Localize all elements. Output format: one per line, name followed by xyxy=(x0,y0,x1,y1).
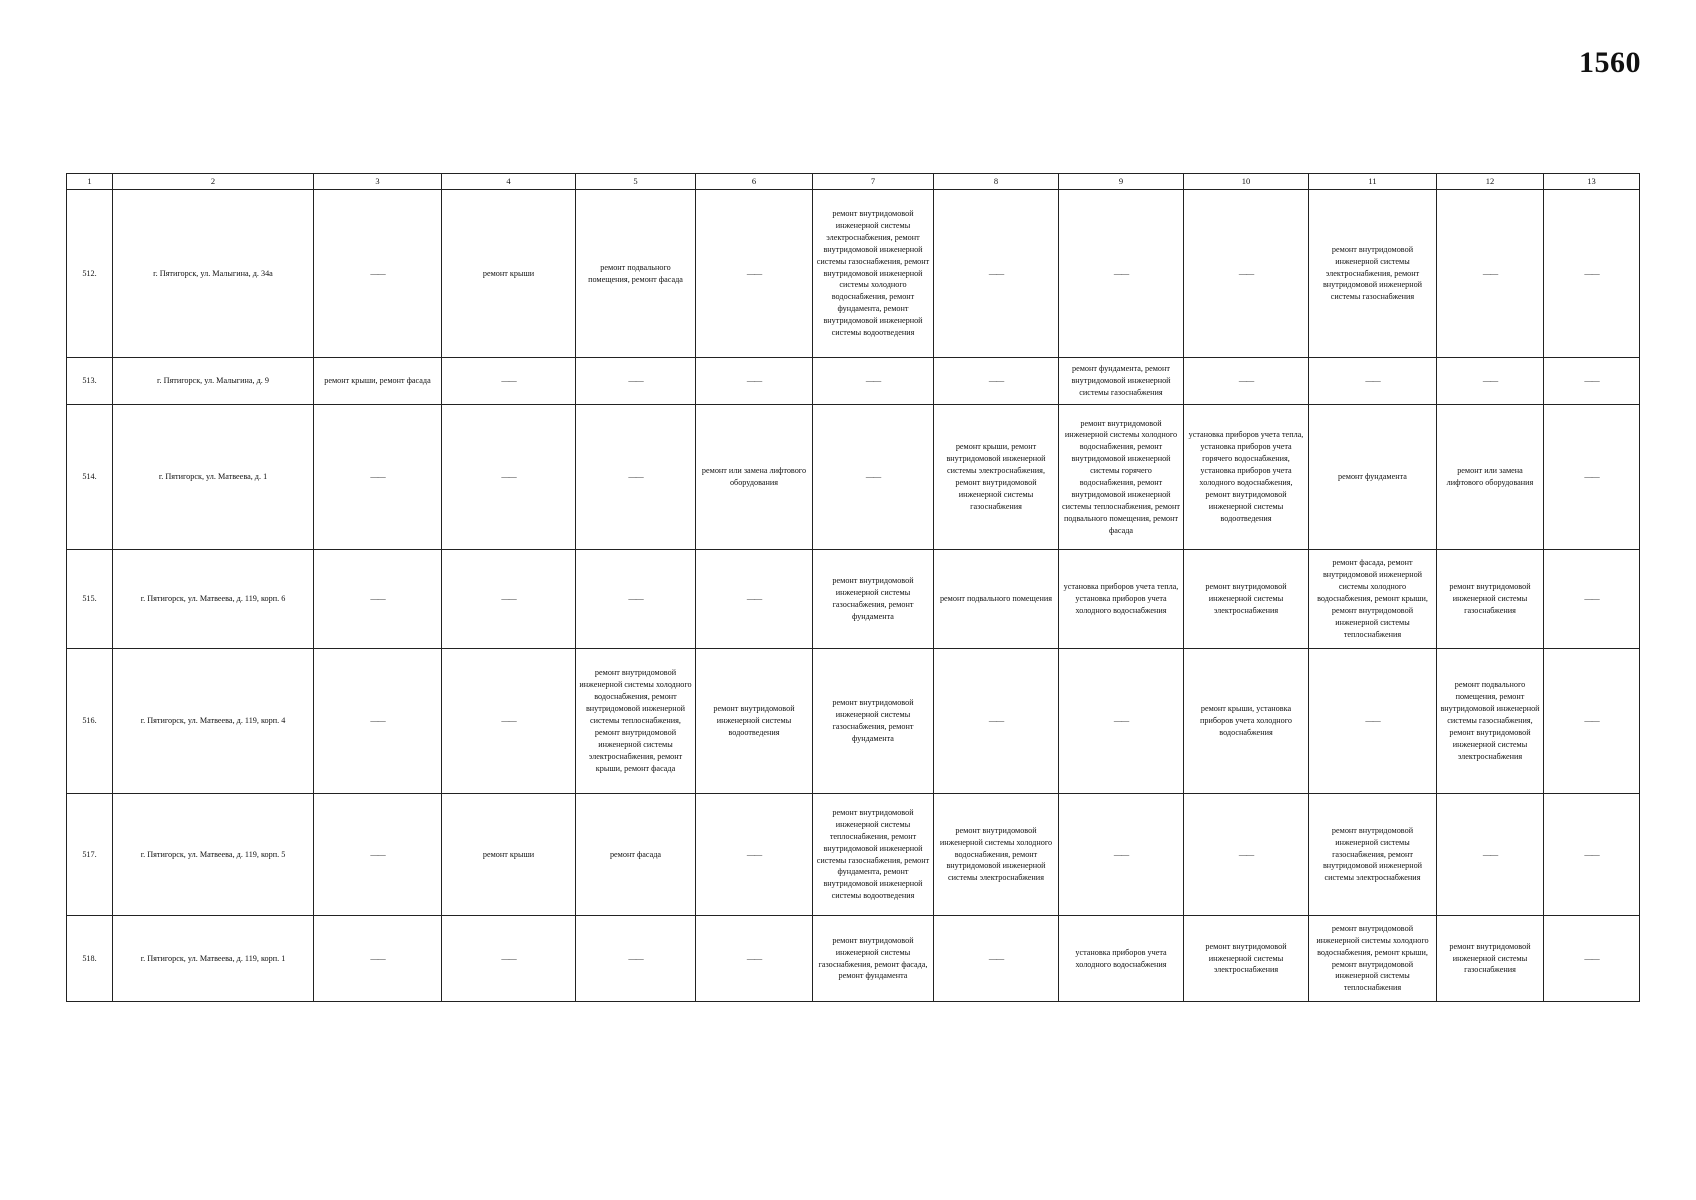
table-cell: ремонт внутридомовой инженерной системы водоотведения xyxy=(696,649,813,794)
table-cell: —— xyxy=(813,405,934,550)
table-cell: —— xyxy=(813,358,934,405)
table-cell: —— xyxy=(696,190,813,358)
table-row xyxy=(67,794,1640,916)
table-row xyxy=(67,405,1640,550)
address-cell: г. Пятигорск, ул. Матвеева, д. 119, корп. 1 xyxy=(113,916,314,1002)
table-cell: —— xyxy=(314,649,442,794)
table-cell: —— xyxy=(1184,794,1309,916)
table-cell: —— xyxy=(314,794,442,916)
table-cell: ремонт внутридомовой инженерной системы электроснабжения xyxy=(1184,550,1309,649)
table-cell: —— xyxy=(442,405,576,550)
table-cell: —— xyxy=(1184,190,1309,358)
row-number: 517. xyxy=(67,794,113,916)
table-cell: ремонт крыши xyxy=(442,794,576,916)
table-cell: ремонт внутридомовой инженерной системы газоснабжения, ремонт фасада, ремонт фундамента xyxy=(813,916,934,1002)
column-header: 9 xyxy=(1059,174,1184,190)
table-cell: —— xyxy=(442,916,576,1002)
address-cell: г. Пятигорск, ул. Матвеева, д. 119, корп. 6 xyxy=(113,550,314,649)
table-cell: ремонт внутридомовой инженерной системы холодного водоснабжения, ремонт крыши, ремонт внутридомовой инженерной системы теплоснабжения xyxy=(1309,916,1437,1002)
table-cell: ремонт внутридомовой инженерной системы холодного водоснабжения, ремонт внутридомовой инженерной системы горячего водоснабжения, ремонт внутридомовой инженерной системы теплоснабжения, ремонт подвального помещения, ремонт фасада xyxy=(1059,405,1184,550)
table-cell: установка приборов учета тепла, установка приборов учета горячего водоснабжения, установка приборов учета холодного водоснабжения, ремонт внутридомовой инженерной системы водоотведения xyxy=(1184,405,1309,550)
address-cell: г. Пятигорск, ул. Матвеева, д. 1 xyxy=(113,405,314,550)
table-cell: —— xyxy=(696,358,813,405)
table-cell: ремонт внутридомовой инженерной системы электроснабжения, ремонт внутридомовой инженерной системы газоснабжения, ремонт внутридомовой инженерной системы холодного водоснабжения, ремонт фундамента, ремонт внутридомовой инженерной системы водоотведения xyxy=(813,190,934,358)
table-cell: —— xyxy=(1437,794,1544,916)
table-row xyxy=(67,190,1640,358)
table-cell: —— xyxy=(696,550,813,649)
column-header: 3 xyxy=(314,174,442,190)
column-header: 8 xyxy=(934,174,1059,190)
table-cell: —— xyxy=(934,916,1059,1002)
table-cell: ремонт фундамента, ремонт внутридомовой инженерной системы газоснабжения xyxy=(1059,358,1184,405)
table-cell: установка приборов учета холодного водоснабжения xyxy=(1059,916,1184,1002)
table-cell: ремонт подвального помещения, ремонт фасада xyxy=(576,190,696,358)
table-cell: —— xyxy=(1437,190,1544,358)
row-number: 514. xyxy=(67,405,113,550)
table-cell: —— xyxy=(1544,405,1640,550)
table-cell: —— xyxy=(442,550,576,649)
table-cell: —— xyxy=(1309,649,1437,794)
table-cell: —— xyxy=(1059,794,1184,916)
row-number: 515. xyxy=(67,550,113,649)
table-cell: ремонт крыши, ремонт фасада xyxy=(314,358,442,405)
table-row xyxy=(67,550,1640,649)
table-cell: ремонт крыши, ремонт внутридомовой инженерной системы электроснабжения, ремонт внутридомовой инженерной системы газоснабжения xyxy=(934,405,1059,550)
table-cell: —— xyxy=(576,405,696,550)
column-header: 7 xyxy=(813,174,934,190)
column-header: 13 xyxy=(1544,174,1640,190)
table-cell: ремонт внутридомовой инженерной системы газоснабжения, ремонт фундамента xyxy=(813,649,934,794)
table-cell: ремонт или замена лифтового оборудования xyxy=(696,405,813,550)
table-cell: —— xyxy=(1544,794,1640,916)
table-cell: ремонт внутридомовой инженерной системы газоснабжения, ремонт фундамента xyxy=(813,550,934,649)
table-cell: ремонт подвального помещения, ремонт внутридомовой инженерной системы газоснабжения, ремонт внутридомовой инженерной системы электроснабжения xyxy=(1437,649,1544,794)
table-row xyxy=(67,649,1640,794)
column-header: 4 xyxy=(442,174,576,190)
address-cell: г. Пятигорск, ул. Малыгина, д. 9 xyxy=(113,358,314,405)
table-cell: ремонт крыши xyxy=(442,190,576,358)
row-number: 516. xyxy=(67,649,113,794)
table-cell: ремонт внутридомовой инженерной системы газоснабжения, ремонт внутридомовой инженерной системы электроснабжения xyxy=(1309,794,1437,916)
column-header: 12 xyxy=(1437,174,1544,190)
column-header: 6 xyxy=(696,174,813,190)
address-cell: г. Пятигорск, ул. Малыгина, д. 34а xyxy=(113,190,314,358)
table-cell: ремонт внутридомовой инженерной системы электроснабжения xyxy=(1184,916,1309,1002)
table-cell: ремонт подвального помещения xyxy=(934,550,1059,649)
table-cell: ремонт фасада, ремонт внутридомовой инженерной системы холодного водоснабжения, ремонт крыши, ремонт внутридомовой инженерной системы теплоснабжения xyxy=(1309,550,1437,649)
address-cell: г. Пятигорск, ул. Матвеева, д. 119, корп. 4 xyxy=(113,649,314,794)
table-cell: —— xyxy=(314,405,442,550)
table-cell: —— xyxy=(696,916,813,1002)
table-cell: ремонт внутридомовой инженерной системы газоснабжения xyxy=(1437,550,1544,649)
table-cell: —— xyxy=(934,190,1059,358)
row-number: 513. xyxy=(67,358,113,405)
header-row xyxy=(67,174,1640,190)
table-cell: установка приборов учета тепла, установка приборов учета холодного водоснабжения xyxy=(1059,550,1184,649)
column-header: 10 xyxy=(1184,174,1309,190)
column-header: 11 xyxy=(1309,174,1437,190)
table-cell: ремонт внутридомовой инженерной системы холодного водоснабжения, ремонт внутридомовой инженерной системы теплоснабжения, ремонт внутридомовой инженерной системы электроснабжения, ремонт крыши, ремонт фасада xyxy=(576,649,696,794)
table-row xyxy=(67,358,1640,405)
table-cell: —— xyxy=(696,794,813,916)
table-row xyxy=(67,916,1640,1002)
table-cell: —— xyxy=(1059,649,1184,794)
table-cell: —— xyxy=(1544,190,1640,358)
table-cell: ремонт внутридомовой инженерной системы электроснабжения, ремонт внутридомовой инженерной системы газоснабжения xyxy=(1309,190,1437,358)
table-cell: —— xyxy=(1544,358,1640,405)
table-cell: —— xyxy=(934,649,1059,794)
table-cell: —— xyxy=(576,916,696,1002)
table-cell: —— xyxy=(1544,550,1640,649)
table-cell: —— xyxy=(442,649,576,794)
table-cell: —— xyxy=(934,358,1059,405)
table-cell: —— xyxy=(442,358,576,405)
table-cell: ремонт крыши, установка приборов учета холодного водоснабжения xyxy=(1184,649,1309,794)
table-cell: —— xyxy=(576,550,696,649)
row-number: 512. xyxy=(67,190,113,358)
table-cell: —— xyxy=(314,916,442,1002)
table-cell: —— xyxy=(576,358,696,405)
table-cell: —— xyxy=(1544,916,1640,1002)
table-cell: —— xyxy=(1184,358,1309,405)
table-cell: ремонт или замена лифтового оборудования xyxy=(1437,405,1544,550)
row-number: 518. xyxy=(67,916,113,1002)
table-cell: —— xyxy=(1437,358,1544,405)
column-header: 2 xyxy=(113,174,314,190)
table-cell: —— xyxy=(1059,190,1184,358)
address-cell: г. Пятигорск, ул. Матвеева, д. 119, корп. 5 xyxy=(113,794,314,916)
table-cell: ремонт внутридомовой инженерной системы холодного водоснабжения, ремонт внутридомовой инженерной системы электроснабжения xyxy=(934,794,1059,916)
column-header: 1 xyxy=(67,174,113,190)
table-cell: —— xyxy=(1309,358,1437,405)
table-cell: —— xyxy=(1544,649,1640,794)
table-cell: ремонт внутридомовой инженерной системы газоснабжения xyxy=(1437,916,1544,1002)
table-cell: ремонт фундамента xyxy=(1309,405,1437,550)
table-cell: —— xyxy=(314,550,442,649)
column-header: 5 xyxy=(576,174,696,190)
repair-schedule-table xyxy=(66,173,1640,1002)
table-cell: ремонт фасада xyxy=(576,794,696,916)
table-cell: —— xyxy=(314,190,442,358)
table-cell: ремонт внутридомовой инженерной системы теплоснабжения, ремонт внутридомовой инженерной системы газоснабжения, ремонт фундамента, ремонт внутридомовой инженерной системы водоотведения xyxy=(813,794,934,916)
page-number: 1560 xyxy=(1579,46,1641,79)
